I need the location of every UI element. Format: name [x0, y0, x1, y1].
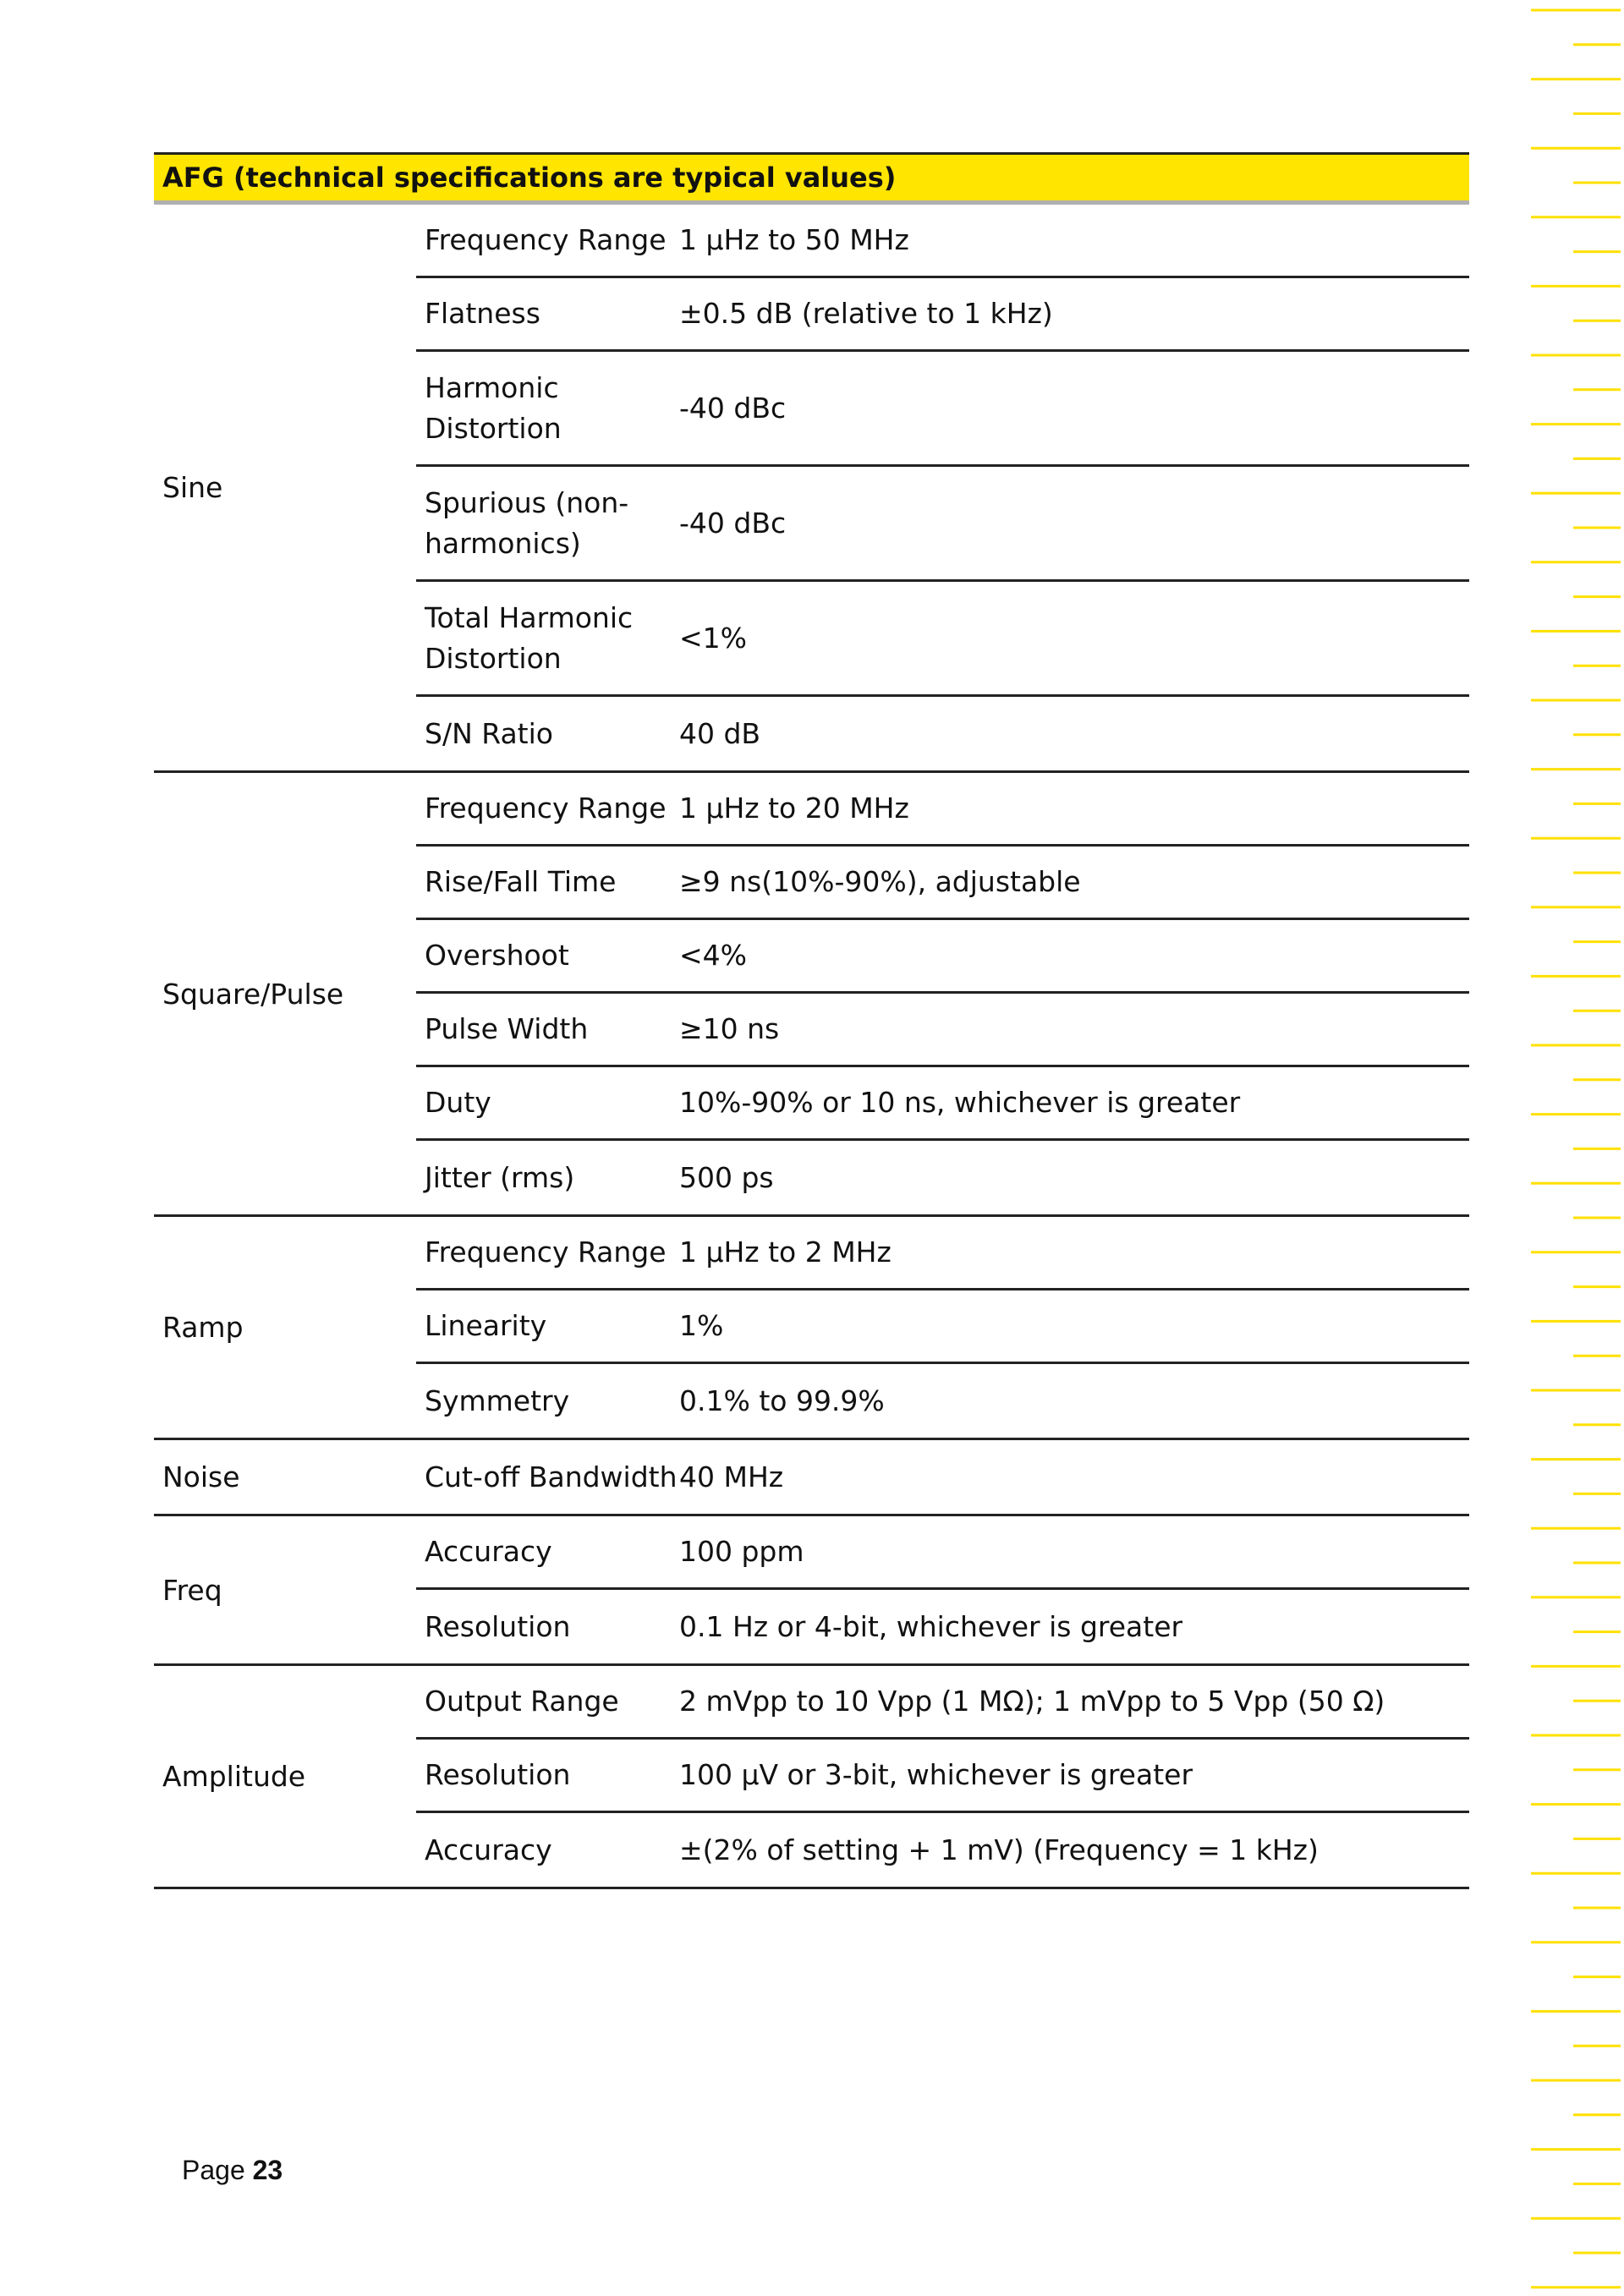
group-label: Amplitude [162, 1760, 306, 1793]
param-cell: Flatness [425, 297, 540, 330]
param-cell: Resolution [425, 1609, 571, 1643]
group-label: Ramp [162, 1311, 244, 1344]
value-cell: 500 ps [679, 1160, 774, 1194]
param-cell: Frequency Range [425, 223, 667, 256]
table-row [416, 697, 1469, 770]
page-number: 23 [252, 2155, 283, 2185]
table-row [416, 994, 1469, 1067]
value-cell: 1% [679, 1309, 724, 1342]
param-cell: Jitter (rms) [425, 1160, 575, 1194]
value-cell: 0.1% to 99.9% [679, 1384, 885, 1417]
param-cell: Resolution [425, 1758, 571, 1791]
value-cell: 1 μHz to 20 MHz [679, 792, 909, 825]
param-cell: Frequency Range [425, 1236, 667, 1269]
group-label: Sine [162, 471, 223, 504]
group-label: Noise [162, 1460, 240, 1493]
table-title: AFG (technical specifications are typical values) [154, 152, 1469, 205]
value-cell: 100 ppm [679, 1535, 804, 1568]
table-row [416, 582, 1469, 697]
group-rows [416, 773, 1469, 1214]
param-cell: Symmetry [425, 1384, 570, 1417]
value-cell: 100 μV or 3-bit, whichever is greater [679, 1758, 1193, 1791]
param-cell: Frequency Range [425, 792, 667, 825]
value-cell: 1 μHz to 50 MHz [679, 223, 909, 256]
spec-group [154, 1666, 1469, 1889]
spec-group [154, 1516, 1469, 1666]
table-row [416, 1590, 1469, 1663]
table-row [416, 1067, 1469, 1141]
spec-group [154, 773, 1469, 1217]
page-footer [182, 2155, 283, 2186]
value-cell: 2 mVpp to 10 Vpp (1 MΩ); 1 mVpp to 5 Vpp (50 Ω) [679, 1685, 1385, 1718]
param-cell: Total Harmonic Distortion [425, 600, 634, 675]
group-rows [416, 1217, 1469, 1438]
param-cell: Pulse Width [425, 1012, 589, 1045]
table-row [416, 1813, 1469, 1887]
spec-group [154, 1217, 1469, 1440]
value-cell: -40 dBc [679, 391, 787, 425]
table-row [416, 847, 1469, 920]
stripe-lines [1529, 0, 1624, 2296]
param-cell: Accuracy [425, 1833, 552, 1866]
value-cell: 1 μHz to 2 MHz [679, 1236, 892, 1269]
table-row [416, 1364, 1469, 1438]
value-cell: ±(2% of setting + 1 mV) (Frequency = 1 kHz) [679, 1833, 1319, 1866]
table-row [416, 205, 1469, 278]
table-row [416, 1290, 1469, 1364]
decorative-stripes [1529, 0, 1624, 2296]
group-rows [416, 1666, 1469, 1887]
table-row [416, 1141, 1469, 1214]
param-cell: Duty [425, 1086, 491, 1119]
value-cell: 10%-90% or 10 ns, whichever is greater [679, 1086, 1241, 1119]
table-row [416, 1440, 1469, 1514]
value-cell: ≥10 ns [679, 1012, 780, 1045]
group-rows [416, 205, 1469, 770]
param-cell: Rise/Fall Time [425, 865, 617, 898]
spec-group [154, 1440, 1469, 1516]
value-cell: 40 MHz [679, 1460, 784, 1493]
value-cell: ±0.5 dB (relative to 1 kHz) [679, 297, 1053, 330]
table-row [416, 467, 1469, 582]
param-cell: Harmonic Distortion [425, 370, 562, 445]
value-cell: -40 dBc [679, 506, 787, 540]
table-row [416, 1516, 1469, 1590]
table-row [416, 278, 1469, 352]
table-body [154, 205, 1469, 1889]
spec-table [154, 152, 1469, 1889]
param-cell: Cut-off Bandwidth [425, 1460, 678, 1493]
group-label: Square/Pulse [162, 977, 344, 1011]
param-cell: Spurious (non- harmonics) [425, 485, 629, 560]
value-cell: 40 dB [679, 716, 761, 750]
value-cell: ≥9 ns(10%-90%), adjustable [679, 865, 1081, 898]
table-row [416, 1740, 1469, 1813]
table-row [416, 1666, 1469, 1740]
group-rows [416, 1440, 1469, 1514]
group-rows [416, 1516, 1469, 1663]
value-cell: 0.1 Hz or 4-bit, whichever is greater [679, 1609, 1183, 1643]
table-row [416, 773, 1469, 847]
table-row [416, 920, 1469, 994]
value-cell: <4% [679, 939, 748, 972]
value-cell: <1% [679, 621, 748, 655]
table-row [416, 1217, 1469, 1290]
param-cell: Accuracy [425, 1535, 552, 1568]
param-cell: Overshoot [425, 939, 569, 972]
table-row [416, 352, 1469, 467]
page-label: Page [182, 2155, 245, 2185]
param-cell: Output Range [425, 1685, 619, 1718]
spec-group [154, 205, 1469, 773]
param-cell: Linearity [425, 1309, 547, 1342]
group-label: Freq [162, 1573, 222, 1607]
param-cell: S/N Ratio [425, 716, 553, 750]
